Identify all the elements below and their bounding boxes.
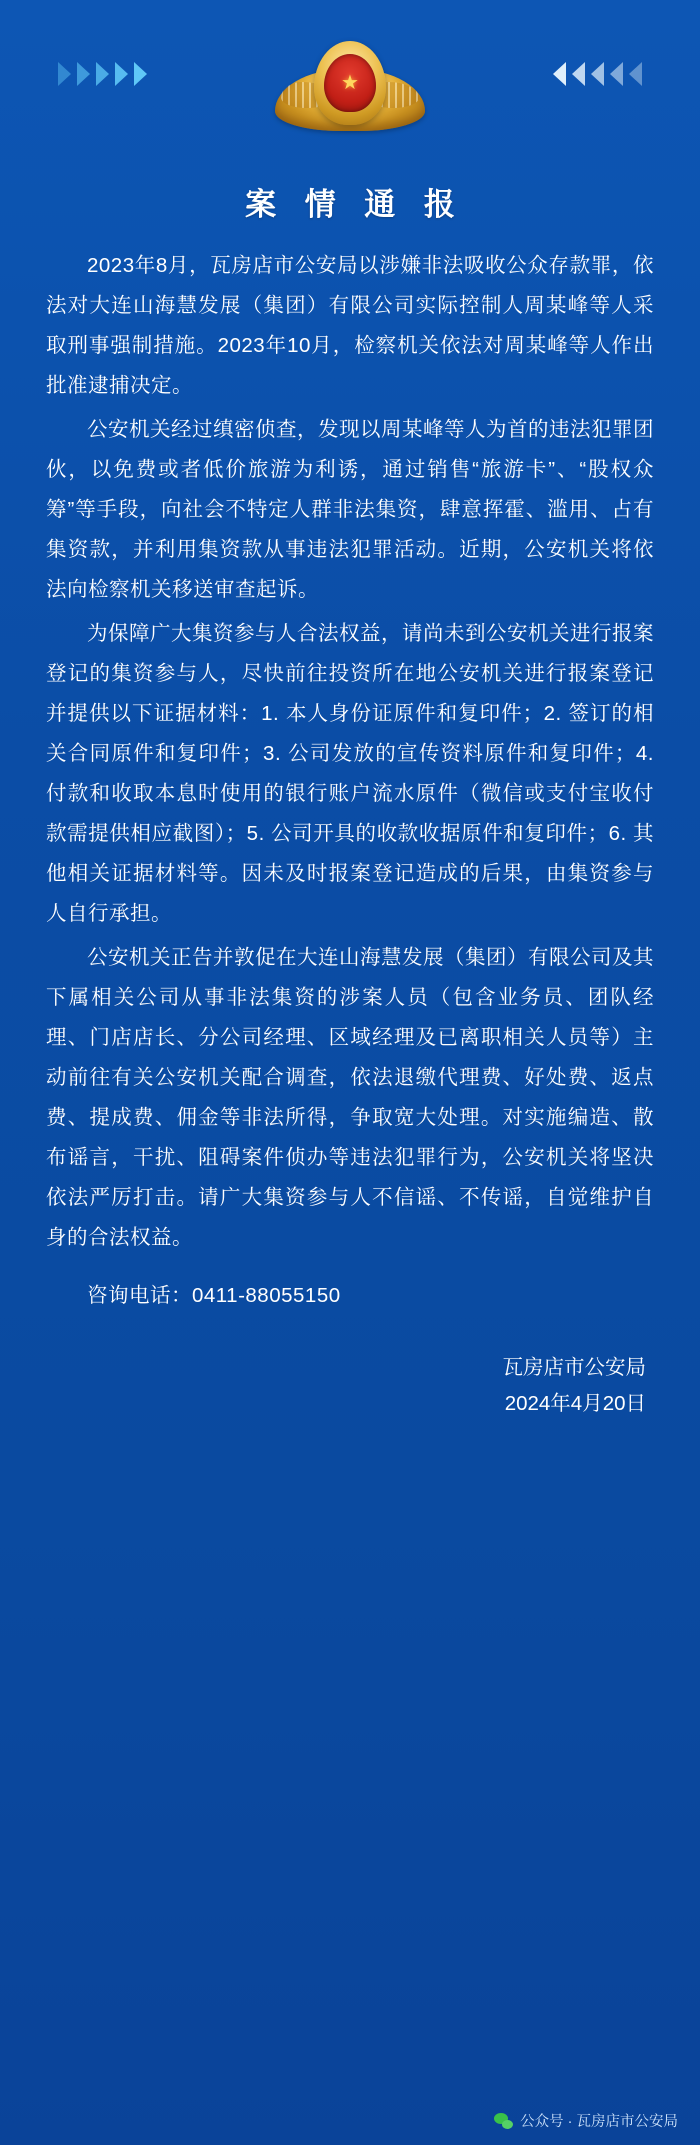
chevron-right-icon (115, 62, 128, 86)
emblem-inner-shield (324, 54, 376, 112)
contact-phone-line: 咨询电话：0411-88055150 (87, 1284, 341, 1307)
issue-date: 2024年4月20日 (504, 1392, 646, 1415)
page-title: 案 情 通 报 (245, 187, 465, 222)
star-icon: ★ (341, 71, 359, 94)
chevron-left-icon (610, 62, 623, 86)
chevron-left-icon (553, 62, 566, 86)
paragraph-2: 公安机关经过缜密侦查，发现以周某峰等人为首的违法犯罪团伙，以免费或者低价旅游为利诱，通过销售“旅游卡”、“股权众筹”等手段，向社会不特定人群非法集资，肆意挥霍、滥用、占有集资款，并利用集资款从事违法犯罪活动。近期，公安机关将依法向检察机关移送审查起诉。 (46, 418, 654, 601)
chevron-right-icon (58, 62, 71, 86)
wechat-icon (494, 2113, 513, 2129)
chevron-left-icon (572, 62, 585, 86)
footer-text: 公众号 · 瓦房店市公安局 (520, 2114, 678, 2130)
police-emblem-icon (275, 29, 425, 147)
signature-block (46, 1350, 654, 1422)
paragraph-4: 公安机关正告并敦促在大连山海慧发展（集团）有限公司及其下属相关公司从事非法集资的涉案人员（包含业务员、团队经理、门店店长、分公司经理、区域经理及已离职相关人员等）主动前往有关公安机关配合调查，依法退缴代理费、好处费、返点费、提成费、佣金等非法所得，争取宽大处理。对实施编造、散布谣言，干扰、阻碍案件侦办等违法犯罪行为，公安机关将坚决依法严厉打击。请广大集资参与人不信谣、不传谣，自觉维护自身的合法权益。 (46, 946, 654, 1249)
paragraph-3: 为保障广大集资参与人合法权益，请尚未到公安机关进行报案登记的集资参与人，尽快前往投资所在地公安机关进行报案登记并提供以下证据材料：1. 本人身份证原件和复印件；2. 签订的相关合同原件和复印件；3. 公司发放的宣传资料原件和复印件；4. 付款和收取本息时使用的银行账户流水原件（微信或支付宝收付款需提供相应截图）；5. 公司开具的收款收据原件和复印件；6. 其他相关证据材料等。因未及时报案登记造成的后果，由集资参与人自行承担。 (46, 622, 654, 925)
chevron-right-icon (77, 62, 90, 86)
chevron-right-icon (134, 62, 147, 86)
emblem-shield (314, 41, 386, 125)
chevron-left-icon (591, 62, 604, 86)
poster-header (46, 0, 654, 175)
paragraph-1: 2023年8月，瓦房店市公安局以涉嫌非法吸收公众存款罪，依法对大连山海慧发展（集团）有限公司实际控制人周某峰等人采取刑事强制措施。2023年10月，检察机关依法对周某峰等人作出批准逮捕决定。 (46, 254, 654, 397)
chevron-right-icon (96, 62, 109, 86)
issuing-organization: 瓦房店市公安局 (502, 1356, 646, 1379)
footer-attribution (0, 2110, 700, 2131)
notice-body (46, 246, 654, 1316)
chevron-left-icon (629, 62, 642, 86)
right-chevron-group (553, 62, 642, 86)
left-chevron-group (58, 62, 147, 86)
